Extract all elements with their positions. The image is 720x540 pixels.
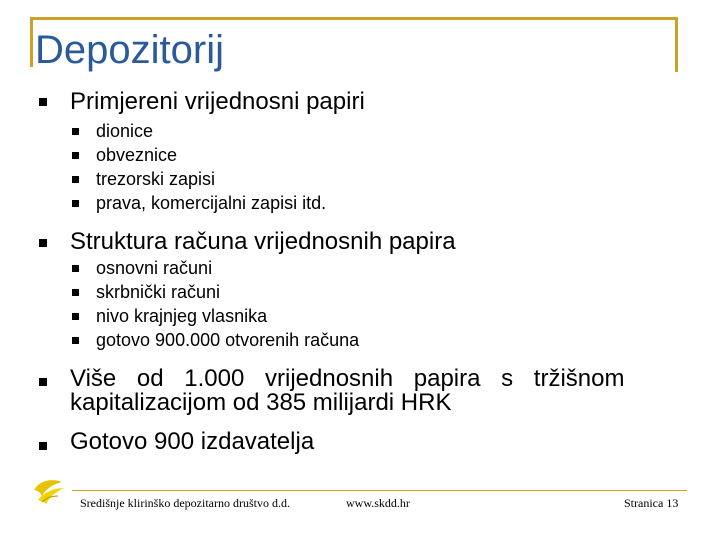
bullet-square-icon [39, 378, 47, 386]
footer-organization: Središnje klirinško depozitarno društvo d.d. [80, 496, 290, 510]
bullet-text-3-line-2: kapitalizacijom od 385 milijardi HRK [70, 389, 452, 416]
sub-item: obveznice [96, 145, 178, 165]
sub-item: prava, komercijalni zapisi itd. [96, 193, 327, 213]
sub-item: dionice [96, 121, 154, 141]
footer-page-number: Stranica 13 [624, 496, 679, 510]
sub-bullet-square-icon [72, 337, 79, 344]
sub-bullet-square-icon [72, 265, 79, 272]
sub-bullet-square-icon [72, 128, 79, 135]
sub-item: gotovo 900.000 otvorenih računa [96, 330, 360, 350]
sub-item: skrbnički računi [96, 282, 221, 302]
sub-item: osnovni računi [96, 258, 213, 278]
bullet-heading-1: Primjereni vrijednosni papiri [70, 88, 365, 115]
footer-divider [72, 490, 687, 491]
frame-left-border [30, 17, 33, 67]
sub-item: nivo krajnjeg vlasnika [96, 306, 268, 326]
sub-item: trezorski zapisi [96, 169, 216, 189]
bullet-square-icon [39, 98, 47, 106]
bullet-heading-2: Struktura računa vrijednosnih papira [70, 228, 456, 255]
frame-top-border [30, 17, 678, 20]
sub-bullet-square-icon [72, 176, 79, 183]
sub-bullet-square-icon [72, 152, 79, 159]
sub-bullet-square-icon [72, 313, 79, 320]
skdd-logo-icon [32, 476, 66, 506]
bullet-square-icon [39, 442, 47, 450]
bullet-text-3-line-1: Više od 1.000 vrijednosnih papira s tržišnom [70, 365, 625, 392]
bullet-square-icon [39, 239, 47, 247]
sub-bullet-square-icon [72, 200, 79, 207]
footer-url[interactable]: www.skdd.hr [346, 496, 410, 510]
bullet-text-4: Gotovo 900 izdavatelja [70, 428, 315, 455]
frame-right-border [675, 17, 678, 72]
slide-title: Depozitorij [35, 28, 224, 72]
sub-bullet-square-icon [72, 289, 79, 296]
